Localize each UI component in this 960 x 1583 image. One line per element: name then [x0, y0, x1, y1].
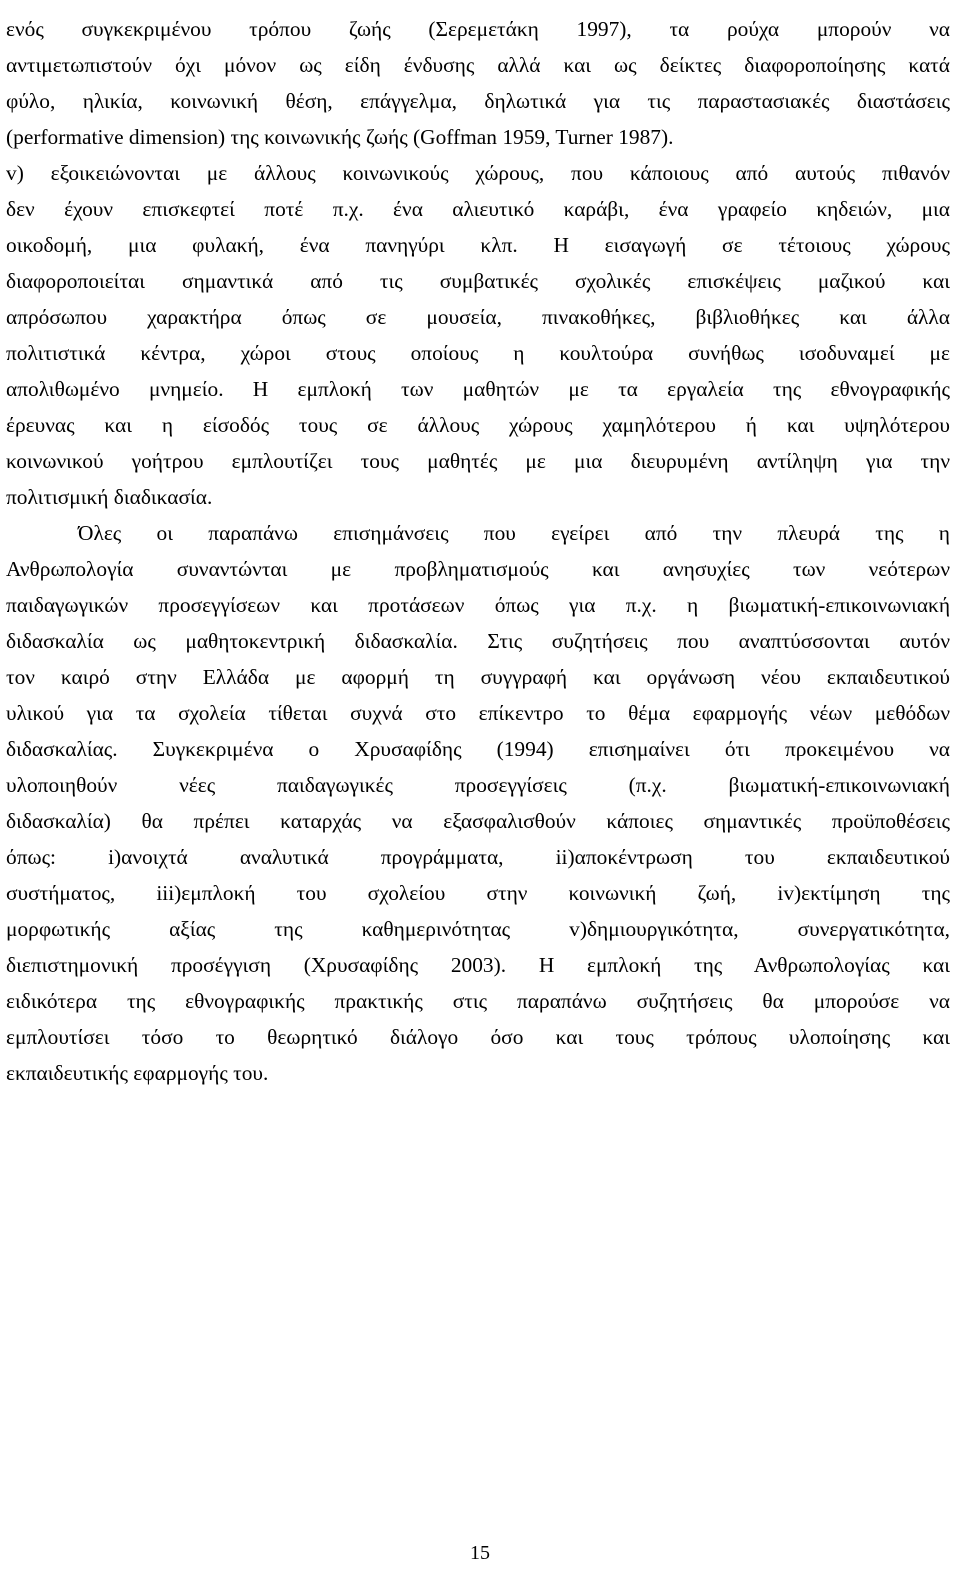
text-line: μορφωτικής αξίας της καθημερινότητας v)δημιουργικότητα, συνεργατικότητα, — [6, 917, 950, 941]
text-line: διεπιστημονική προσέγγιση (Χρυσαφίδης 2003). Η εμπλοκή της Ανθρωπολογίας και — [6, 953, 950, 977]
text-line: εμπλουτίσει τόσο το θεωρητικό διάλογο όσο και τους τρόπους υλοποίησης και — [6, 1025, 950, 1049]
text-line: (performative dimension) της κοινωνικής ζωής (Goffman 1959, Turner 1987). — [6, 125, 674, 149]
text-line: διδασκαλία ως μαθητοκεντρική διδασκαλία. Στις συζητήσεις που αναπτύσσονται αυτόν — [6, 629, 950, 653]
text-line: πολιτισμική διαδικασία. — [6, 485, 213, 509]
text-line: απρόσωπου χαρακτήρα όπως σε μουσεία, πινακοθήκες, βιβλιοθήκες και άλλα — [6, 305, 950, 329]
text-line: συστήματος, iii)εμπλοκή του σχολείου στην κοινωνική ζωή, iv)εκτίμηση της — [6, 881, 950, 905]
text-line: απολιθωμένο μνημείο. Η εμπλοκή των μαθητών με τα εργαλεία της εθνογραφικής — [6, 377, 950, 401]
text-line: v) εξοικειώνονται με άλλους κοινωνικούς χώρους, που κάποιους από αυτούς πιθανόν — [6, 161, 950, 185]
text-line: ενός συγκεκριμένου τρόπου ζωής (Σερεμετάκη 1997), τα ρούχα μπορούν να — [6, 17, 950, 41]
text-line: τον καιρό στην Ελλάδα με αφορμή τη συγγραφή και οργάνωση νέου εκπαιδευτικού — [6, 665, 950, 689]
text-line: υλικού για τα σχολεία τίθεται συχνά στο επίκεντρο το θέμα εφαρμογής νέων μεθόδων — [6, 701, 950, 725]
text-line: διαφοροποιείται σημαντικά από τις συμβατικές σχολικές επισκέψεις μαζικού και — [6, 269, 950, 293]
text-line: διδασκαλία) θα πρέπει καταρχάς να εξασφαλισθούν κάποιες σημαντικές προϋποθέσεις — [6, 809, 950, 833]
text-line: εκπαιδευτικής εφαρμογής του. — [6, 1061, 269, 1085]
text-line: φύλο, ηλικία, κοινωνική θέση, επάγγελμα, δηλωτικά για τις παραστασιακές διαστάσεις — [6, 89, 950, 113]
text-line: ειδικότερα της εθνογραφικής πρακτικής στις παραπάνω συζητήσεις θα μπορούσε να — [6, 989, 950, 1013]
paragraph-first-line: Όλες οι παραπάνω επισημάνσεις που εγείρει από την πλευρά της η — [78, 521, 950, 545]
text-line: έρευνας και η είσοδός τους σε άλλους χώρους χαμηλότερου ή και υψηλότερου — [6, 413, 950, 437]
text-line: οικοδομή, μια φυλακή, ένα πανηγύρι κλπ. Η εισαγωγή σε τέτοιους χώρους — [6, 233, 950, 257]
text-line: διδασκαλίας. Συγκεκριμένα ο Χρυσαφίδης (1994) επισημαίνει ότι προκειμένου να — [6, 737, 950, 761]
text-line: κοινωνικού γοήτρου εμπλουτίζει τους μαθητές με μια διευρυμένη αντίληψη για την — [6, 449, 950, 473]
text-line: υλοποιηθούν νέες παιδαγωγικές προσεγγίσεις (π.χ. βιωματική-επικοινωνιακή — [6, 773, 950, 797]
text-line: παιδαγωγικών προσεγγίσεων και προτάσεων όπως για π.χ. η βιωματική-επικοινωνιακή — [6, 593, 950, 617]
text-line: Ανθρωπολογία συναντώνται με προβληματισμούς και ανησυχίες των νεότερων — [6, 557, 950, 581]
text-line: πολιτιστικά κέντρα, χώροι στους οποίους η κουλτούρα συνήθως ισοδυναμεί με — [6, 341, 950, 365]
page-number: 15 — [470, 1542, 490, 1564]
text-line: δεν έχουν επισκεφτεί ποτέ π.χ. ένα αλιευτικό καράβι, ένα γραφείο κηδειών, μια — [6, 197, 950, 221]
text-line: όπως: i)ανοιχτά αναλυτικά προγράμματα, ii)αποκέντρωση του εκπαιδευτικού — [6, 845, 950, 869]
text-line: αντιμετωπιστούν όχι μόνον ως είδη ένδυσης αλλά και ως δείκτες διαφοροποίησης κατά — [6, 53, 950, 77]
